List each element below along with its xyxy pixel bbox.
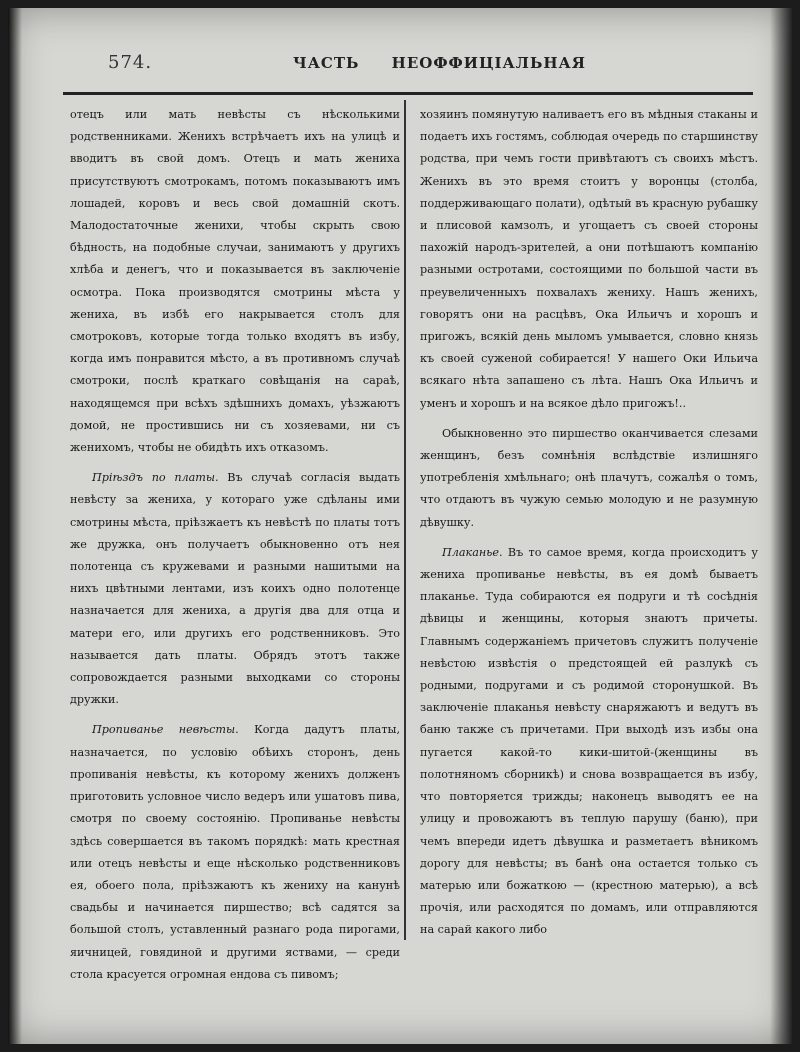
page-number: 574.: [108, 52, 153, 73]
paragraph: [70, 104, 400, 459]
paragraph: [70, 719, 400, 985]
scan-shadow-left: [8, 8, 22, 1044]
paragraph: [420, 104, 758, 415]
paragraph-text: отецъ или мать невѣсты съ нѣсколькими родственниками. Женихъ встрѣчаетъ ихъ на улицѣ и вводитъ въ свой домъ. Отецъ и мать жениха присутствуютъ смотрокамъ, потомъ показываютъ имъ лошадей, коровъ и весь свой домашній скотъ. Малодостаточные женихи, чтобы скрыть свою бѣдность, на подобные случаи, занимаютъ у другихъ хлѣба и денегъ, что и показывается въ заключеніе осмотра. Пока производятся смотрины мѣста у жениха, въ избѣ его накрывается столъ для смотроковъ, которые тогда только входятъ въ избу, когда имъ понравится мѣсто, а въ противномъ случаѣ смотроки, послѣ краткаго совѣщанія на сараѣ, находящемся при всѣхъ здѣшнихъ домахъ, уѣзжаютъ домой, не простившись ни съ хозяевами, ни съ женихомъ, чтобы не обидѣть ихъ отказомъ.: [70, 108, 400, 455]
column-divider: [404, 100, 406, 940]
paragraph-heading: Пропиванье невѣсты.: [92, 723, 239, 737]
paragraph-text: Обыкновенно это пиршество оканчивается слезами женщинъ, безъ сомнѣнія вслѣдствіе излишняго употребленія хмѣльнаго; онѣ плачутъ, сожалѣя о томъ, что отдаютъ въ чужую семью молодую и не разумную дѣвушку.: [420, 426, 758, 529]
paragraph-text: Когда дадутъ платы, назначается, по условію обѣихъ сторонъ, день пропиванія невѣсты, къ которому женихъ долженъ приготовить условное число ведеръ или ушатовъ пива, смотря по своему состоянію. Пропиванье невѣсты здѣсь совершается въ такомъ порядкѣ: мать крестная или отецъ невѣсты и еще нѣсколько родственниковъ ея, обоего пола, пріѣзжаютъ къ жениху на канунѣ свадьбы и начинается пиршество; всѣ садятся за большой столъ, уставленный разнаго рода пирогами, яичницей, говядиной и другими яствами, — среди стола красуется огромная ендова съ пивомъ;: [70, 723, 400, 981]
section-title: [293, 54, 612, 72]
header-rule: [63, 92, 753, 95]
paragraph: [70, 467, 400, 711]
right-column: [420, 104, 758, 942]
left-column: [70, 104, 400, 986]
paragraph: [420, 542, 758, 942]
scanned-page: [8, 8, 792, 1044]
paragraph-heading: Плаканье.: [442, 545, 503, 559]
scan-shadow-right: [770, 8, 792, 1044]
section-word-2: НЕОФФИЦІАЛЬНАЯ: [391, 54, 586, 72]
paragraph-heading: Пріѣздъ по платы.: [92, 471, 219, 485]
paragraph-text: Въ то самое время, когда происходитъ у жениха пропиванье невѣсты, въ ея домѣ бываетъ плаканье. Туда собираются ея подруги и тѣ сосѣднія дѣвицы и женщины, которыя знаютъ причеты. Главнымъ содержаніемъ причетовъ служитъ полученіе невѣстою извѣстія о предстоящей ей разлукѣ съ родными, подругами и съ родимой сторонушкой. Въ заключеніе плаканья невѣсту снаряжаютъ и ведутъ въ баню также съ причетами. При выходѣ изъ избы она пугается какой-то кики-шитой-(женщины въ полотняномъ сборникѣ) и снова возвращается въ избу, что повторяется трижды; наконецъ выводятъ ее на улицу и провожаютъ въ теплую парушу (баню), при чемъ впереди идетъ дѣвушка и разметаетъ вѣникомъ дорогу для невѣсты; въ банѣ она остается только съ матерью или божаткою — (крестною матерью), а всѣ прочія, или расходятся по домамъ, или отправляются на сарай какого либо: [420, 545, 758, 937]
page-header: [108, 52, 768, 78]
paragraph-text: Въ случаѣ согласія выдать невѣсту за жениха, у котораго уже сдѣланы ими смотрины мѣста, пріѣзжаетъ къ невѣстѣ по платы тотъ же дружка, онъ получаетъ обыкновенно отъ нея полотенца съ кружевами и разными нашитыми на нихъ цвѣтными лентами, изъ коихъ одно полотенце назначается для жениха, а другія два для отца и матери его, или другихъ его родственниковъ. Это называется дать платы. Обрядъ этотъ также сопровождается разными выходками со стороны дружки.: [70, 471, 401, 707]
paragraph-text: хозяинъ помянутую наливаетъ его въ мѣдныя стаканы и подаетъ ихъ гостямъ, соблюдая очередь по старшинству родства, при чемъ гости привѣтаютъ съ своихъ мѣстъ. Женихъ въ это время стоитъ у воронцы (столба, поддерживающаго полати), одѣтый въ красную рубашку и плисовой камзолъ, и угощаетъ съ своей стороны пахожій народъ-зрителей, а они потѣшаютъ компанію разными остротами, состоящими по большой части въ преувеличенныхъ похвалахъ жениху. Нашъ женихъ, говорятъ они на расцѣвъ, Ока Ильичъ и хорошъ и пригожъ, всякій день мыломъ умывается, словно князь къ своей суженой собирается! У нашего Оки Ильича всякаго нѣта запашено съ лѣта. Нашъ Ока Ильичъ и уменъ и хорошъ и на всякое дѣло пригожъ!..: [420, 108, 758, 410]
section-word-1: ЧАСТЬ: [293, 54, 360, 72]
paragraph: [420, 423, 758, 534]
